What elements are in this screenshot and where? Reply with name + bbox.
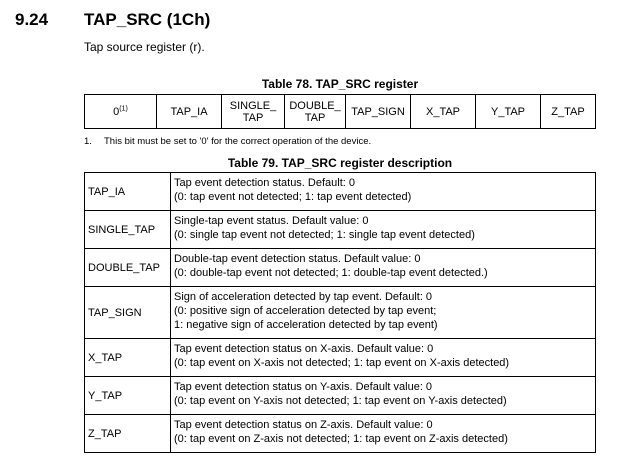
table-row [85,211,596,249]
description-line: (0: single tap event not detected; 1: single tap event detected) [174,229,475,241]
description-line: Tap event detection status on X-axis. Default value: 0 [174,343,434,355]
field-description [171,377,596,415]
description-line: Tap event detection status on Y-axis. Default value: 0 [174,381,433,393]
field-name: Z_TAP [85,415,171,453]
field-name: SINGLE_TAP [85,211,171,249]
description-line: Single-tap event status. Default value: 0 [174,215,369,227]
register-bits-row [85,95,596,129]
description-line: (0: tap event on X-axis not detected; 1: tap event on X-axis detected) [174,357,510,369]
description-line: (0: positive sign of acceleration detected by tap event; [174,305,437,317]
register-table [84,94,596,129]
register-table-caption: Table 78. TAP_SRC register [261,77,419,91]
section-intro: Tap source register (r). [84,40,205,54]
description-line: (0: double-tap event not detected; 1: double-tap event detected.) [174,267,488,279]
bit-cell [85,95,157,129]
bit-label-line: TAP [242,111,264,124]
description-line: Double-tap event detection status. Default value: 0 [174,253,421,265]
description-line: Tap event detection status on Z-axis. Default value: 0 [174,419,433,431]
field-name: TAP_SIGN [85,287,171,339]
field-name: Y_TAP [85,377,171,415]
footnote-number: 1. [84,136,92,147]
bit-cell [222,95,285,129]
section-number: 9.24 [15,10,49,29]
bit-label: X_TAP [425,105,461,118]
bit-label-line: DOUBLE_ [289,99,341,112]
field-name: DOUBLE_TAP [85,249,171,287]
description-line: Sign of acceleration detected by tap event. Default: 0 [174,291,433,303]
bit-label: Y_TAP [490,105,526,118]
bit-cell [157,95,222,129]
bit-cell [285,95,346,129]
description-line: (0: tap event on Z-axis not detected; 1: tap event on Z-axis detected) [174,433,508,445]
description-line: Tap event detection status. Default: 0 [174,177,356,189]
table-row [85,173,596,211]
field-description [171,415,596,453]
footnote [84,136,371,147]
field-description [171,339,596,377]
description-line: (0: tap event not detected; 1: tap event detected) [174,191,412,203]
bit-cell [411,95,476,129]
bit-label-line: SINGLE_ [229,99,277,112]
description-line: 1: negative sign of acceleration detected by tap event) [174,319,438,331]
table-row [85,287,596,339]
field-description [171,211,596,249]
bit-cell [476,95,541,129]
bit-label: Z_TAP [551,105,585,118]
field-name: X_TAP [85,339,171,377]
table-row [85,339,596,377]
bit-label: TAP_SIGN [351,105,405,118]
footnote-text: This bit must be set to '0' for the correct operation of the device. [104,136,372,147]
bit-label-line: TAP [304,111,326,124]
table-row [85,249,596,287]
bit-cell [346,95,411,129]
field-description [171,287,596,339]
table-row [85,415,596,453]
bit-label: TAP_IA [170,105,208,118]
section-title: TAP_SRC (1Ch) [84,10,211,29]
field-description [171,173,596,211]
table-row [85,377,596,415]
description-line: (0: tap event on Y-axis not detected; 1: tap event on Y-axis detected) [174,395,507,407]
bit-label: 0 [113,105,120,118]
bit-cell [541,95,596,129]
field-name: TAP_IA [85,173,171,211]
footnote-ref: (1) [119,104,128,112]
description-table [84,172,596,453]
field-description [171,249,596,287]
description-table-caption: Table 79. TAP_SRC register description [227,156,453,170]
